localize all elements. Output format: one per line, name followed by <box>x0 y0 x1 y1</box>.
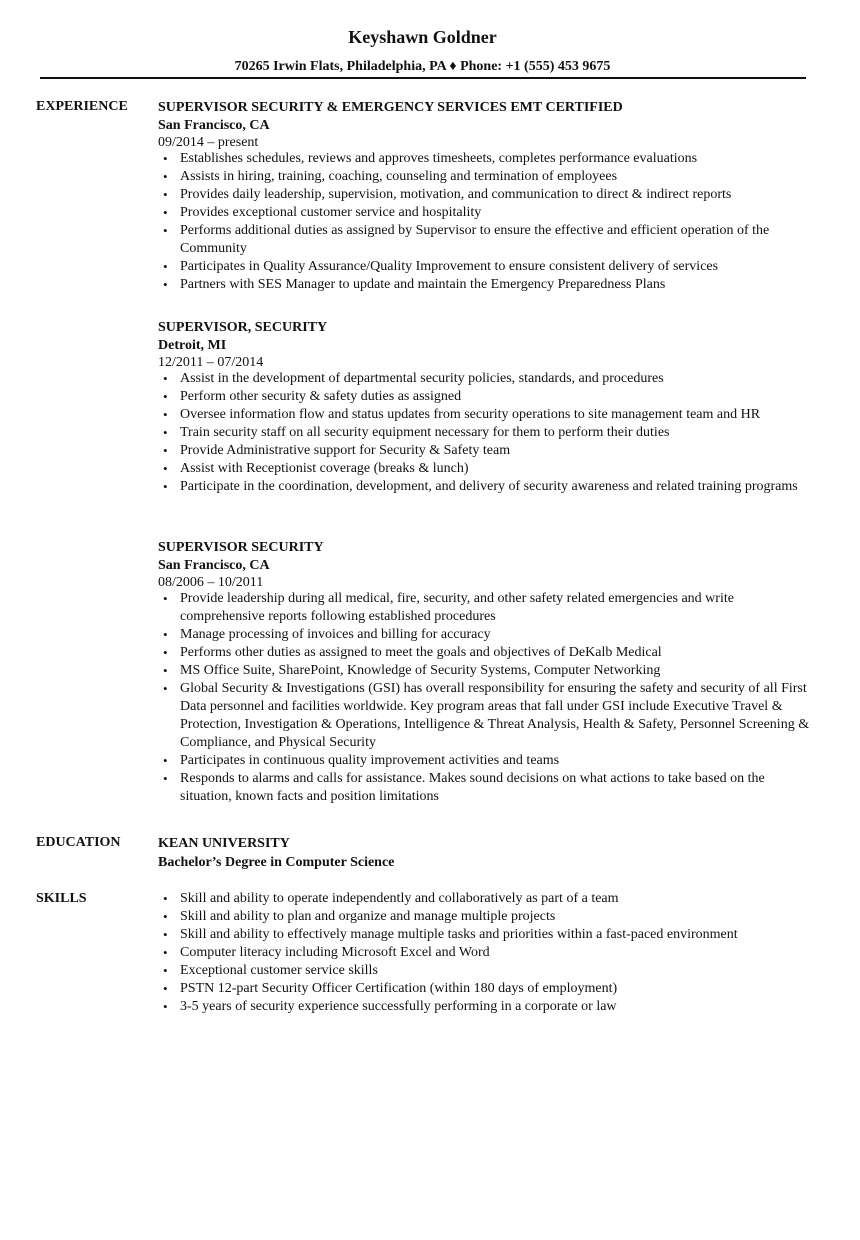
skills-list <box>158 890 813 1016</box>
job-title: SUPERVISOR SECURITY <box>158 540 324 555</box>
list-item: • Performs other duties as assigned to meet the goals and objectives of DeKalb Medical <box>158 644 813 662</box>
degree: Bachelor’s Degree in Computer Science <box>158 855 395 870</box>
list-item: • Exceptional customer service skills <box>158 962 813 980</box>
skills-section-label: SKILLS <box>36 891 87 906</box>
list-item: • PSTN 12-part Security Officer Certification (within 180 days of employment) <box>158 980 813 998</box>
list-item: • Provides daily leadership, supervision, motivation, and communication to direct & indirect reports <box>158 186 813 204</box>
job-title: SUPERVISOR SECURITY & EMERGENCY SERVICES EMT CERTIFIED <box>158 100 623 115</box>
job-title: SUPERVISOR, SECURITY <box>158 320 328 335</box>
job-dates: 12/2011 – 07/2014 <box>158 355 264 370</box>
education-entry <box>158 835 813 873</box>
list-item: • Computer literacy including Microsoft Excel and Word <box>158 944 813 962</box>
list-item: • Perform other security & safety duties as assigned <box>158 388 813 406</box>
list-item: • Establishes schedules, reviews and approves timesheets, completes performance evaluations <box>158 150 813 168</box>
list-item: • Partners with SES Manager to update and maintain the Emergency Preparedness Plans <box>158 276 813 294</box>
contact-line: 70265 Irwin Flats, Philadelphia, PA ♦ Phone: +1 (555) 453 9675 <box>234 59 611 74</box>
list-item: • Train security staff on all security equipment necessary for them to perform their duties <box>158 424 813 442</box>
list-item: • 3-5 years of security experience successfully performing in a corporate or law <box>158 998 813 1016</box>
experience-section-label: EXPERIENCE <box>36 99 128 114</box>
job-location: San Francisco, CA <box>158 558 270 573</box>
list-item: • Provide Administrative support for Security & Safety team <box>158 442 813 460</box>
list-item: • Provide leadership during all medical, fire, security, and other safety related emergencies and write comprehensive reports following established procedures <box>158 590 813 626</box>
job-dates: 09/2014 – present <box>158 135 259 150</box>
list-item: • Assists in hiring, training, coaching, counseling and termination of employees <box>158 168 813 186</box>
list-item: • MS Office Suite, SharePoint, Knowledge of Security Systems, Computer Networking <box>158 662 813 680</box>
job-bullets <box>158 590 813 806</box>
job-location: San Francisco, CA <box>158 118 270 133</box>
list-item: • Performs additional duties as assigned by Supervisor to ensure the effective and efficient operation of the Community <box>158 222 813 258</box>
list-item: • Participates in continuous quality improvement activities and teams <box>158 752 813 770</box>
job-entry <box>158 539 813 806</box>
list-item: • Assist with Receptionist coverage (breaks & lunch) <box>158 460 813 478</box>
list-item: • Global Security & Investigations (GSI) has overall responsibility for ensuring the safety and security of all First Data personnel and facilities worldwide. Key program areas that fall under GSI include Executive Travel & Protection, Investigation & Operations, Intelligence & Threat Analysis, Health & Safety, Personnel Screening & Compliance, and Physical Security <box>158 680 813 752</box>
job-bullets <box>158 150 813 294</box>
job-location: Detroit, MI <box>158 338 227 353</box>
job-entry <box>158 99 813 294</box>
header-divider <box>40 77 806 79</box>
skills-entry <box>158 890 813 1016</box>
list-item: • Skill and ability to plan and organize and manage multiple projects <box>158 908 813 926</box>
job-dates: 08/2006 – 10/2011 <box>158 575 264 590</box>
list-item: • Participate in the coordination, development, and delivery of security awareness and related training programs <box>158 478 813 496</box>
list-item: • Skill and ability to operate independently and collaboratively as part of a team <box>158 890 813 908</box>
candidate-name: Keyshawn Goldner <box>348 27 497 47</box>
job-entry <box>158 319 813 496</box>
list-item: • Responds to alarms and calls for assistance. Makes sound decisions on what actions to take based on the situation, known facts and position limitations <box>158 770 813 806</box>
list-item: • Manage processing of invoices and billing for accuracy <box>158 626 813 644</box>
list-item: • Participates in Quality Assurance/Quality Improvement to ensure consistent delivery of services <box>158 258 813 276</box>
list-item: • Provides exceptional customer service and hospitality <box>158 204 813 222</box>
school-name: KEAN UNIVERSITY <box>158 836 290 851</box>
job-bullets <box>158 370 813 496</box>
list-item: • Assist in the development of departmental security policies, standards, and procedures <box>158 370 813 388</box>
list-item: • Oversee information flow and status updates from security operations to site management team and HR <box>158 406 813 424</box>
education-section-label: EDUCATION <box>36 835 121 850</box>
list-item: • Skill and ability to effectively manage multiple tasks and priorities within a fast-paced environment <box>158 926 813 944</box>
